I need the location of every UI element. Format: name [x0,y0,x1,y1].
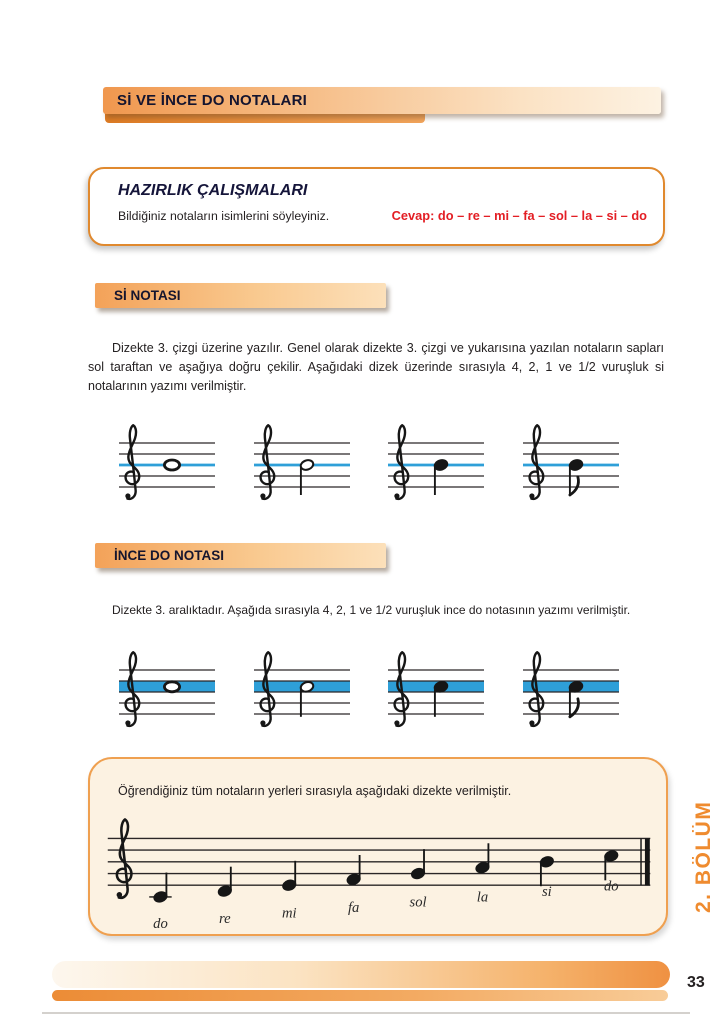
ince-do-section-paragraph: Dizekte 3. aralıktadır. Aşağıda sırasıyla 4, 2, 1 ve 1/2 vuruşluk ince do notasının yazımı verilmiştir. [112,603,631,617]
si-staff-eighth-note [510,419,622,511]
treble-clef-icon [395,425,409,499]
note-label: sol [409,894,427,911]
page-number: 33 [687,974,705,991]
half-note [299,459,314,495]
preparation-answer: Cevap: do – re – mi – fa – sol – la – si – do [391,208,647,223]
note-label: do [603,878,619,895]
page-edge-line [42,1012,690,1014]
note-label: si [541,883,552,900]
eighth-note [568,680,583,716]
note-label: re [219,910,231,927]
treble-clef-icon [260,425,274,499]
note-label: do [153,916,168,933]
note-label: fa [347,900,360,917]
ince-do-staff-half-note [241,646,353,738]
summary-text: Öğrendiğiniz tüm notaların yerleri sırasıyla aşağıdaki dizekte verilmiştir. [118,784,512,798]
preparation-title: HAZIRLIK ÇALIŞMALARI [118,182,308,199]
quarter-note [411,849,426,880]
chapter-label-vertical: 2. BÖLÜM [692,800,715,913]
quarter-note [153,873,168,904]
footer-decoration-bar-dark [52,990,668,1001]
whole-note [164,460,179,470]
half-note [299,680,314,716]
footer-decoration-bar-light [52,961,670,988]
page-title: Sİ VE İNCE DO NOTALARI [117,92,307,109]
eighth-note [568,459,583,495]
si-staff-half-note [241,419,353,511]
ince-do-staff-eighth-note [510,646,622,738]
quarter-note [604,850,619,881]
treble-clef-icon [529,425,543,499]
ince-do-staff-whole-note [106,646,218,738]
note-label: mi [281,905,297,922]
ince-do-staff-row [106,646,622,738]
eighth-flag [570,477,579,495]
treble-clef-icon [125,425,139,499]
quarter-note [218,867,233,898]
si-staff-quarter-note [375,419,487,511]
quarter-note [475,843,490,874]
ince-do-section-label [95,543,386,568]
ince-do-staff-quarter-note [375,646,487,738]
note-label: la [476,889,489,906]
summary-scale-staff [98,809,662,935]
preparation-row [118,208,647,223]
preparation-question: Bildiğiniz notaların isimlerini söyleyiniz. [118,209,330,223]
quarter-note [282,861,297,892]
si-section-paragraph: Dizekte 3. çizgi üzerine yazılır. Genel olarak dizekte 3. çizgi ve yukarısına yazılan notaların sapları sol taraftan ve aşağıya doğru çekilir. Aşağıdaki dizek üzerinde sırasıyla 4, 2, 1 ve 1/2 vuruşluk si notalarının yazımı verilmiştir. [88,341,664,393]
quarter-note [540,856,555,887]
si-section-label-text: Sİ NOTASI [114,288,181,303]
summary-box [88,757,668,936]
page-header-bar [103,87,661,114]
whole-note [164,682,179,692]
ince-do-section-label-text: İNCE DO NOTASI [114,548,225,563]
quarter-note [434,459,449,495]
si-staff-whole-note [106,419,218,511]
si-section-label [95,283,386,308]
quarter-note [434,680,449,716]
final-barline-thick [645,838,650,885]
treble-clef-icon [117,819,132,897]
preparation-box [88,167,665,246]
quarter-note [346,855,361,886]
si-staff-row [106,419,622,511]
